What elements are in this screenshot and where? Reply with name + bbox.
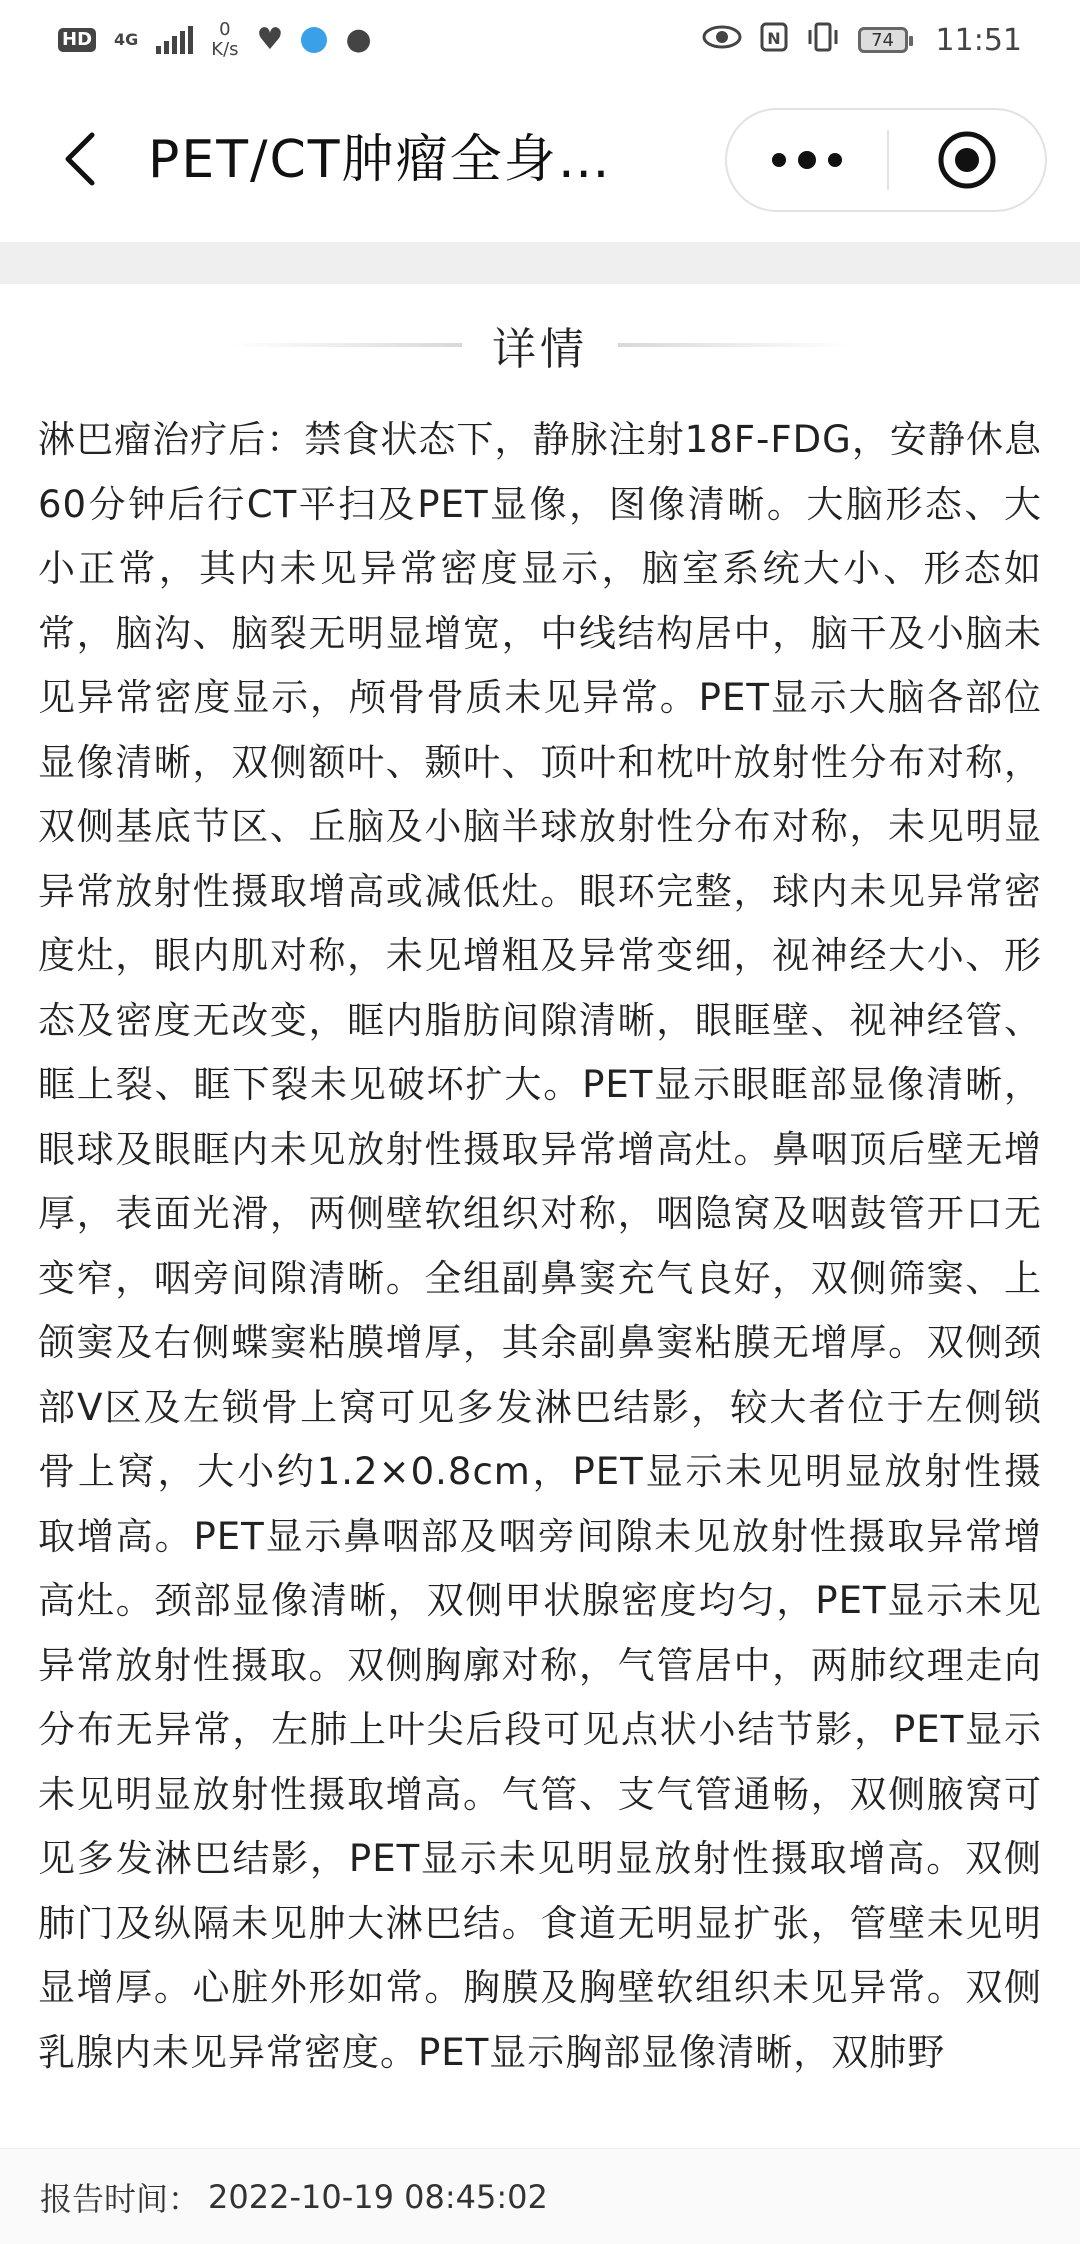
report-time-value: 2022-10-19 08:45:02: [208, 2177, 548, 2216]
battery-icon: 74: [858, 27, 908, 53]
close-miniprogram-button[interactable]: [889, 110, 1045, 210]
heading-line-right: [618, 343, 848, 347]
network-type: 4G: [114, 30, 139, 49]
chevron-left-icon: [60, 129, 100, 189]
nav-header: [0, 80, 1080, 242]
speed-value: 0: [219, 19, 231, 40]
report-footer: [0, 2148, 1080, 2244]
signal-icon: [156, 26, 193, 54]
more-button[interactable]: [727, 110, 887, 210]
detail-heading: [0, 300, 1080, 390]
nfc-icon: [760, 22, 788, 58]
miniprogram-capsule: [725, 108, 1047, 212]
status-left: [58, 20, 372, 60]
report-time-label: 报告时间：: [40, 2179, 201, 2218]
hd-badge: HD: [58, 28, 96, 52]
page-title: PET/CT肿瘤全身…: [148, 130, 612, 190]
status-bar: [0, 0, 1080, 80]
target-close-icon: [935, 128, 999, 192]
back-button[interactable]: [50, 124, 110, 194]
app-notification-icon: [301, 27, 327, 53]
speed-unit: K/s: [211, 39, 239, 60]
eye-icon: [702, 24, 742, 56]
svg-text:N: N: [766, 29, 781, 48]
heading-line-left: [232, 343, 462, 347]
vibrate-icon: [806, 22, 840, 58]
health-icon: ♥: [256, 22, 284, 57]
report-content[interactable]: [38, 408, 1042, 2128]
report-text: 淋巴瘤治疗后：禁食状态下，静脉注射18F-FDG，安静休息60分钟后行CT平扫及PET显像，图像清晰。大脑形态、大小正常，其内未见异常密度显示，脑室系统大小、形态如常，脑沟、脑裂无明显增宽，中线结构居中，脑干及小脑未见异常密度显示，颅骨骨质未见异常。PET显示大脑各部位显像清晰，双侧额叶、颞叶、顶叶和枕叶放射性分布对称，双侧基底节区、丘脑及小脑半球放射性分布对称，未见明显异常放射性摄取增高或减低灶。眼环完整，球内未见异常密度灶，眼内肌对称，未见增粗及异常变细，视神经大小、形态及密度无改变，眶内脂肪间隙清晰，眼眶壁、视神经管、眶上裂、眶下裂未见破坏扩大。PET显示眼眶部显像清晰，眼球及眼眶内未见放射性摄取异常增高灶。鼻咽顶后壁无增厚，表面光滑，两侧壁软组织对称，咽隐窝及咽鼓管开口无变窄，咽旁间隙清晰。全组副鼻窦充气良好，双侧筛窦、上颌窦及右侧蝶窦粘膜增厚，其余副鼻窦粘膜无增厚。双侧颈部V区及左锁骨上窝可见多发淋巴结影，较大者位于左侧锁骨上窝，大小约1.2×0.8cm，PET显示未见明显放射性摄取增高。PET显示鼻咽部及咽旁间隙未见放射性摄取异常增高灶。颈部显像清晰，双侧甲状腺密度均匀，PET显示未见异常放射性摄取。双侧胸廓对称，气管居中，两肺纹理走向分布无异常，左肺上叶尖后段可见点状小结节影，PET显示未见明显放射性摄取增高。气管、支气管通畅，双侧腋窝可见多发淋巴结影，PET显示未见明显放射性摄取增高。双侧肺门及纵隔未见肿大淋巴结。食道无明显扩张，管壁未见明显增厚。心脏外形如常。胸膜及胸壁软组织未见异常。双侧乳腺内未见异常密度。PET显示胸部显像清晰，双肺野: [38, 418, 1042, 2074]
network-speed: [211, 20, 238, 60]
more-dot-icon: [772, 153, 786, 167]
clock: 11:51: [935, 22, 1022, 58]
section-divider: [0, 242, 1080, 284]
detail-heading-text: 详情: [492, 324, 588, 375]
more-dot-icon: [798, 151, 816, 169]
status-right: [702, 22, 1022, 58]
more-dot-icon: [828, 153, 842, 167]
message-icon: ●: [345, 22, 372, 57]
